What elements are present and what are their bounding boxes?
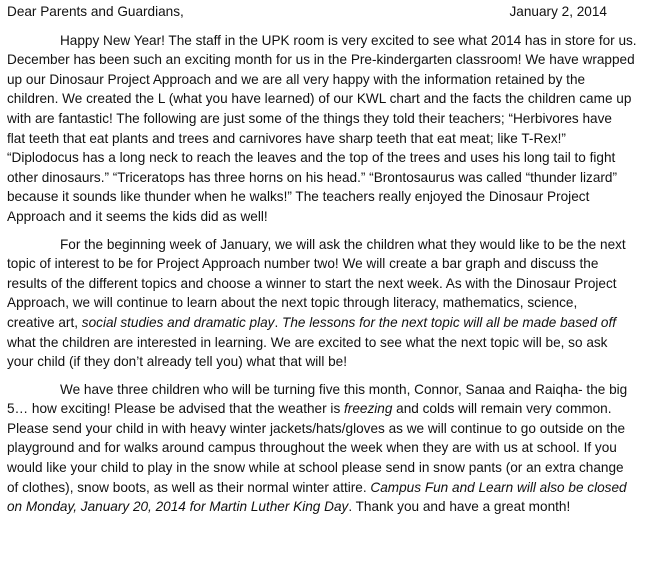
- text-line: [7, 399, 637, 419]
- italic-run: on Monday, January 20, 2014 for Martin Luther King Day: [7, 499, 349, 515]
- letter-document: [7, 2, 637, 517]
- text-line: [7, 31, 637, 51]
- text-line: [7, 89, 637, 109]
- text-run: up our Dinosaur Project Approach and we are all very happy with the information retained by the: [7, 71, 586, 87]
- text-run: what the children are interested in learning. We are excited to see what the next topic will be, so ask: [7, 334, 608, 350]
- text-run: We have three children who will be turning five this month, Connor, Sanaa and Raiqha- the big: [60, 381, 628, 397]
- text-run: Happy New Year! The staff in the UPK room is very excited to see what 2014 has in store for us.: [60, 32, 637, 48]
- text-run: 5… how exciting! Please be advised that the weather is: [7, 401, 345, 417]
- paragraph-3: [7, 380, 637, 517]
- text-line: [7, 274, 637, 294]
- text-run: results of the different topics and choose a winner to start the next week. As with the Dinosaur Project: [7, 275, 617, 291]
- text-run: Please send your child in with heavy winter jackets/hats/gloves as we will continue to go outside on the: [7, 420, 626, 436]
- text-run: Approach and it seems the kids did as well!: [7, 208, 268, 224]
- text-run: .: [274, 314, 283, 330]
- text-line: [7, 207, 637, 227]
- text-run: flat teeth that eat plants and trees and carnivores have sharp teeth that eat meat; like T-Rex!”: [7, 130, 566, 146]
- letter-header: [7, 2, 637, 22]
- text-line: [7, 419, 637, 439]
- italic-run: Campus Fun and Learn will also be closed: [370, 479, 627, 495]
- text-line: [7, 70, 637, 90]
- text-line: [7, 380, 637, 400]
- text-line: [7, 293, 637, 313]
- italic-run: freezing: [344, 401, 393, 417]
- text-line: [7, 235, 637, 255]
- text-run: other dinosaurs.” “Triceratops has three horns on his head.” “Brontosaurus was called “thunder lizard”: [7, 169, 617, 185]
- text-run: and colds will remain very common.: [392, 401, 612, 417]
- text-line: [7, 129, 637, 149]
- text-line: [7, 254, 637, 274]
- text-line: [7, 109, 637, 129]
- text-line: [7, 497, 637, 517]
- text-run: creative art,: [7, 314, 82, 330]
- paragraph-1: [7, 31, 637, 227]
- text-run: Approach, we will continue to learn about the next topic through literacy, mathematics, science,: [7, 295, 578, 311]
- text-line: [7, 438, 637, 458]
- text-run: topic of interest to be for Project Approach number two! We will create a bar graph and discuss the: [7, 256, 599, 272]
- letter-date: January 2, 2014: [509, 4, 607, 19]
- text-line: [7, 187, 637, 207]
- text-line: [7, 50, 637, 70]
- text-run: of clothes), snow boots, as well as their normal winter attire.: [7, 479, 371, 495]
- text-line: [7, 333, 637, 353]
- text-line: [7, 313, 637, 333]
- text-line: [7, 478, 637, 498]
- text-line: [7, 458, 637, 478]
- salutation: Dear Parents and Guardians,: [7, 4, 184, 19]
- text-line: [7, 352, 637, 372]
- text-run: with are fantastic! The following are just some of the things they told their teachers; “Herbivores have: [7, 110, 612, 126]
- text-run: playground and for walks around campus throughout the week when they are with us at school. If you: [7, 440, 617, 456]
- text-run: For the beginning week of January, we will ask the children what they would like to be the next: [60, 236, 626, 252]
- text-run: because it sounds like thunder when he walks!” The teachers really enjoyed the Dinosaur Project: [7, 189, 590, 205]
- text-run: December has been such an exciting month for us in the Pre-kindergarten classroom! We have wrapped: [7, 52, 635, 68]
- text-run: . Thank you and have a great month!: [348, 499, 571, 515]
- text-run: your child (if they don’t already tell you) what that will be!: [7, 354, 348, 370]
- text-run: “Diplodocus has a long neck to reach the leaves and the top of the trees and uses his long tail to fight: [7, 150, 616, 166]
- italic-run: social studies and dramatic play: [81, 314, 275, 330]
- italic-run: The lessons for the next topic will all be made based off: [282, 314, 617, 330]
- text-run: would like your child to play in the snow while at school please send in snow pants (or an extra change: [7, 460, 624, 476]
- text-line: [7, 168, 637, 188]
- paragraph-2: [7, 235, 637, 372]
- text-run: children. We created the L (what you have learned) of our KWL chart and the facts the children came up: [7, 91, 632, 107]
- text-line: [7, 148, 637, 168]
